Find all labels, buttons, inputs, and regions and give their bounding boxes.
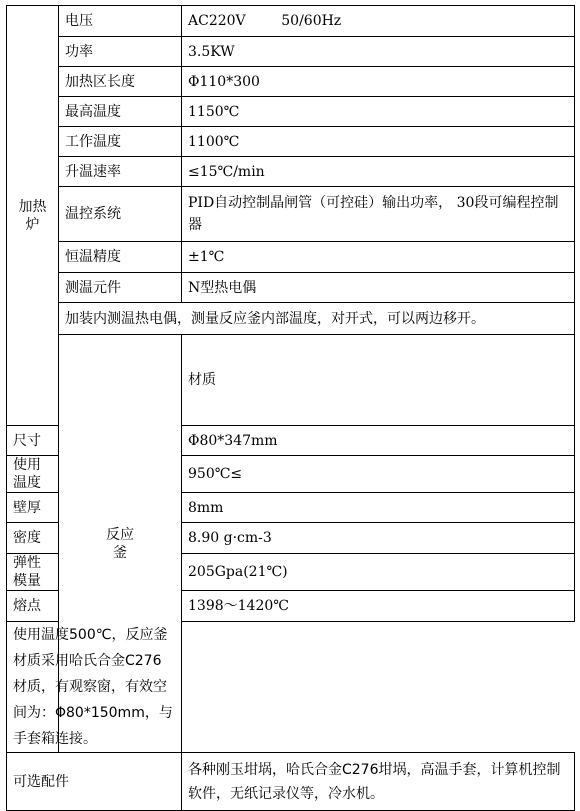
furnace-note: 加装内测温热电偶，测量反应釜内部温度，对开式，可以两边移开。 xyxy=(59,303,575,335)
reactor-group-label: 反应 釜 xyxy=(59,335,182,753)
spec-value: PID自动控制晶闸管（可控硅）输出功率， 30段可编程控制器 xyxy=(182,187,575,242)
table-row xyxy=(7,273,575,303)
spec-value: ±1℃ xyxy=(182,242,575,273)
spec-label: 使用温度 xyxy=(7,456,59,493)
table-row xyxy=(7,187,575,242)
spec-value: 205Gpa(21℃) xyxy=(182,554,575,591)
reactor-note: 使用温度500℃，反应釜材质采用哈氏合金C276材质，有观察窗，有效空间为：Φ80*150mm，与手套箱连接。 xyxy=(7,622,182,753)
spec-label: 材质 xyxy=(182,335,575,426)
spec-value: Φ110*300 xyxy=(182,67,575,97)
table-row xyxy=(7,67,575,97)
table-row xyxy=(7,37,575,67)
spec-label: 尺寸 xyxy=(7,426,59,456)
table-row xyxy=(7,753,575,811)
furnace-group-label: 加热 炉 xyxy=(7,6,59,426)
spec-value: 8.90 g·cm-3 xyxy=(182,523,575,554)
spec-value: 8mm xyxy=(182,493,575,523)
spec-value: 1150℃ xyxy=(182,97,575,127)
table-row xyxy=(7,242,575,273)
table-row xyxy=(7,157,575,187)
spec-table xyxy=(6,5,575,811)
spec-label: 温控系统 xyxy=(59,187,182,242)
spec-label: 壁厚 xyxy=(7,493,59,523)
spec-label: 熔点 xyxy=(7,591,59,622)
table-row xyxy=(7,303,575,335)
spec-value: Φ80*347mm xyxy=(182,426,575,456)
table-row xyxy=(7,6,575,37)
spec-value: 1100℃ xyxy=(182,127,575,157)
spec-label: 升温速率 xyxy=(59,157,182,187)
spec-value: 1398～1420℃ xyxy=(182,591,575,622)
spec-label: 加热区长度 xyxy=(59,67,182,97)
spec-value: N型热电偶 xyxy=(182,273,575,303)
table-row xyxy=(7,622,575,753)
spec-label: 恒温精度 xyxy=(59,242,182,273)
table-row xyxy=(7,335,575,426)
spec-label: 电压 xyxy=(59,6,182,37)
spec-label: 密度 xyxy=(7,523,59,554)
spec-label: 测温元件 xyxy=(59,273,182,303)
spec-value: AC220V 50/60Hz xyxy=(182,6,575,37)
optional-accessories-value: 各种刚玉坩埚，哈氏合金C276坩埚，高温手套，计算机控制软件，无纸记录仪等，冷水机。 xyxy=(182,753,575,811)
spec-label: 最高温度 xyxy=(59,97,182,127)
spec-label: 弹性模量 xyxy=(7,554,59,591)
spec-value: 950℃≤ xyxy=(182,456,575,493)
optional-accessories-label: 可选配件 xyxy=(7,753,182,811)
spec-label: 功率 xyxy=(59,37,182,67)
table-row xyxy=(7,97,575,127)
spec-value: ≤15℃/min xyxy=(182,157,575,187)
spec-value: 3.5KW xyxy=(182,37,575,67)
table-row xyxy=(7,127,575,157)
spec-label: 工作温度 xyxy=(59,127,182,157)
